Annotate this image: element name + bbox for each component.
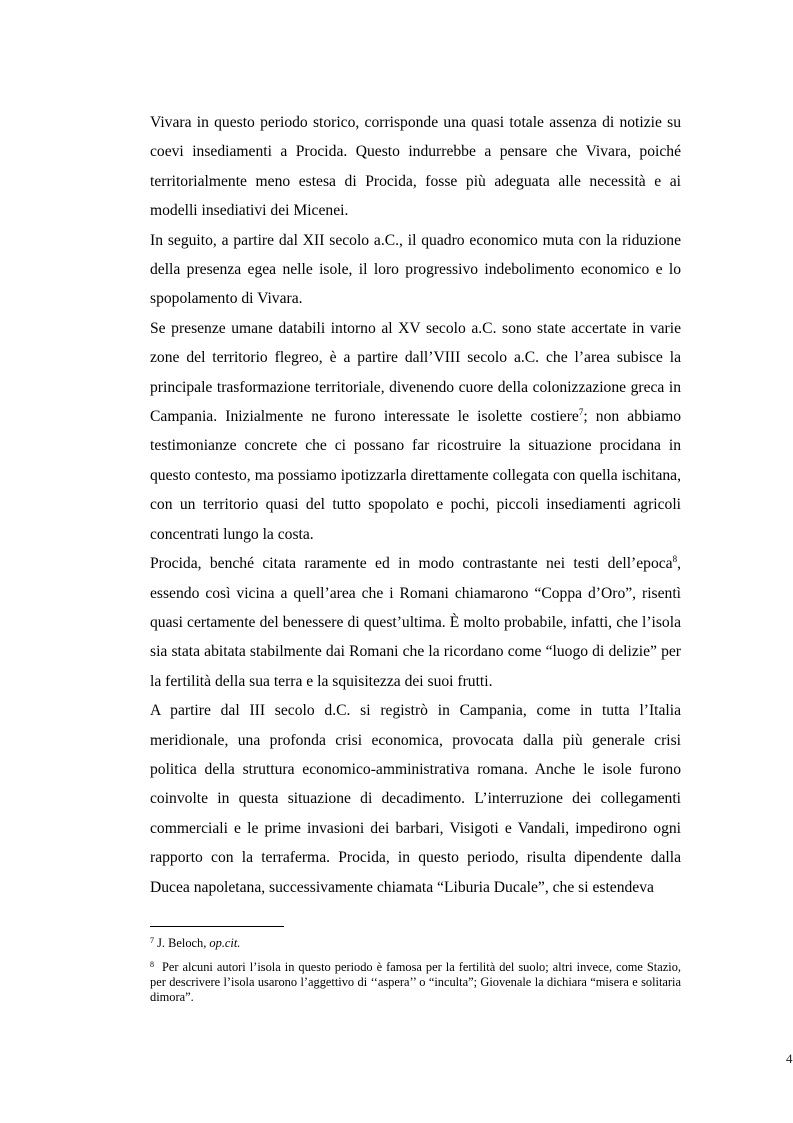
footnote-ref-8[interactable]: 8 [672, 554, 678, 565]
paragraph-2: In seguito, a partire dal XII secolo a.C., il quadro economico muta con la riduzione della presenza egea nelle isole, il loro progressivo indebolimento economico e lo spopolamento di Vivara. [150, 231, 681, 308]
paragraph-5: A partire dal III secolo d.C. si registrò in Campania, come in tutta l’Italia meridionale, una profonda crisi economica, provocata dalla più generale crisi politica della struttura economico-amministrativa romana. Anche le isole furono coinvolte in questa situazione di decadimento. L’interruzione dei collegamenti commerciali e le prime invasioni dei barbari, Visigoti e Vandali, impedirono ogni rapporto con la terraferma. Procida, in questo periodo, risulta dipendente dalla Ducea napoletana, successivamente chiamata “Liburia Ducale”, che si estendeva [150, 702, 681, 896]
footnote-8-mark: 8 [150, 960, 154, 969]
footnote-ref-7[interactable]: 7 [578, 407, 584, 418]
paragraph-4: Procida, benché citata raramente ed in modo contrastante nei testi dell’epoca$^8$, essendo così vicina a quell’area che i Romani chiamarono “Coppa d’Oro”, risentì quasi certamente del benessere di quest’ultima. È molto probabile, infatti, che l’isola sia stata abitata stabilmente dai Romani che la ricordano come “luogo di delizie” per la fertilità della sua terra e la squisitezza dei suoi frutti. [150, 554, 681, 690]
footnote-8: $^8$ Per alcuni autori l’isola in questo periodo è famosa per la fertilità del suolo; altri invece, come Stazio, per descrivere l’isola usarono l’aggettivo di ‘‘aspera’’ o “inculta”; Giovenale la dichiara “misera e solitaria dimora”. [150, 960, 681, 1004]
body-text [150, 108, 681, 902]
footnote-7: $^7$ J. Beloch, op.cit. [150, 936, 241, 950]
footnote-separator [150, 926, 284, 927]
paragraph-1: Vivara in questo periodo storico, corrisponde una quasi totale assenza di notizie su coevi insediamenti a Procida. Questo indurrebbe a pensare che Vivara, poiché territorialmente meno estesa di Procida, fosse più adeguata alle necessità e ai modelli insediativi dei Micenei. [150, 114, 681, 220]
footnotes [150, 936, 681, 1014]
paragraph-3: Se presenze umane databili intorno al XV secolo a.C. sono state accertate in varie zone del territorio flegreo, è a partire dall’VIII secolo a.C. che l’area subisce la principale trasformazione territoriale, divenendo cuore della colonizzazione greca in Campania. Inizialmente ne furono interessate le isolette costiere$^7$; non abbiamo testimonianze concrete che ci possano far ricostruire la situazione procidana in questo contesto, ma possiamo ipotizzarla direttamente collegata con quella ischitana, con un territorio quasi del tutto spopolato e pochi, piccoli insediamenti agricoli concentrati lungo la costa. [150, 319, 682, 543]
page-number: 4 [786, 1051, 793, 1066]
footnote-7-citation: op.cit. [209, 936, 241, 950]
footnote-7-mark: 7 [150, 936, 154, 945]
